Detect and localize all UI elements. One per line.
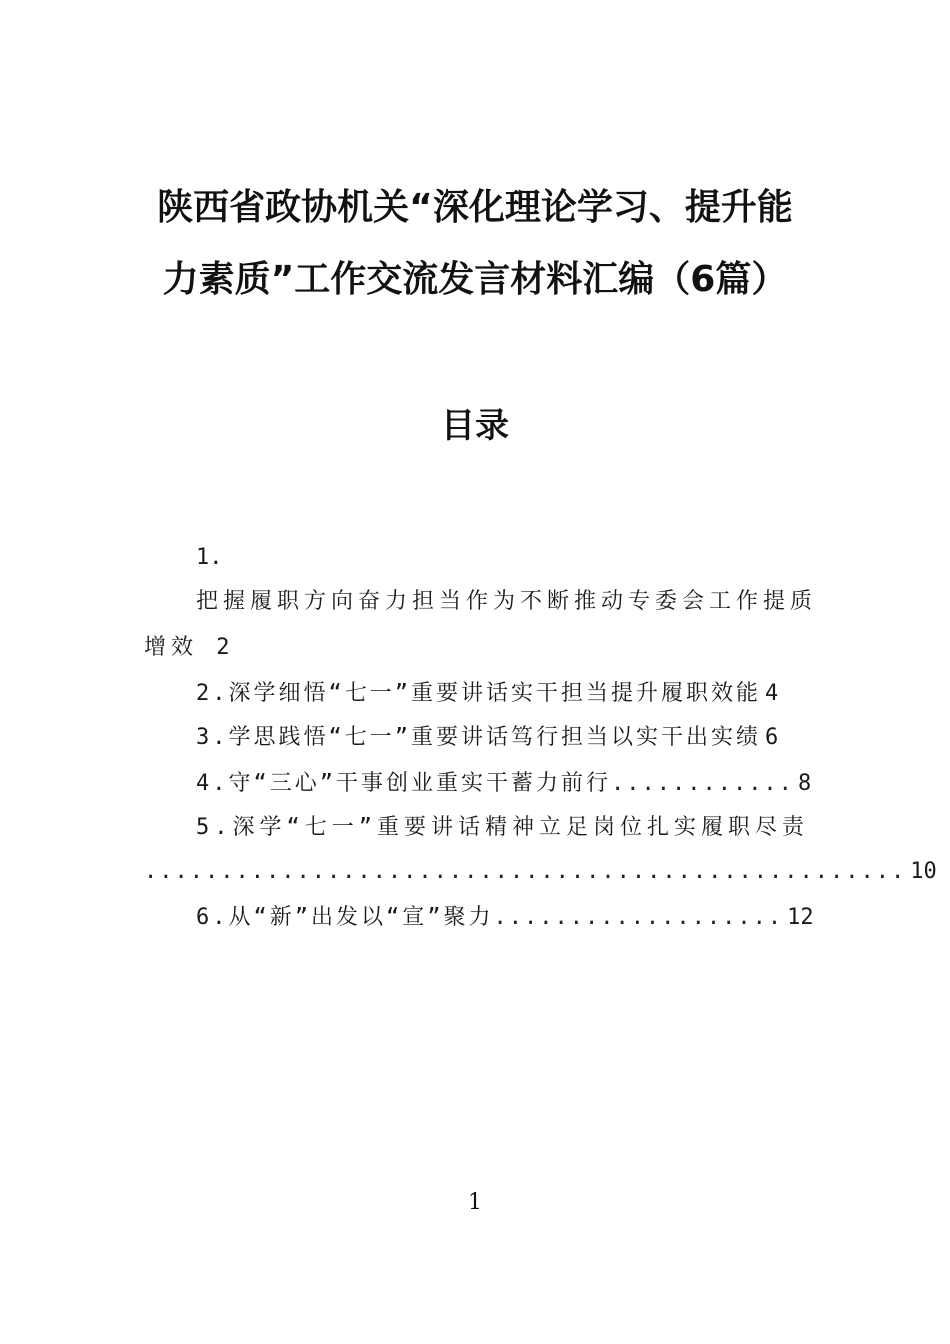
toc-entry-2-text: 2.深学细悟“七一”重要讲话实干担当提升履职效能 [196, 681, 761, 706]
toc-entry-4-leader: ............ [610, 771, 794, 796]
toc-entry-1-text-cont: 增效 [144, 635, 199, 660]
toc-entry-3-page: 6 [764, 725, 779, 750]
toc-entry-5-text[interactable]: 5.深学“七一”重要讲话精神立足岗位扎实履职尽责 [196, 815, 809, 840]
toc-entry-5-leader-line[interactable] [144, 852, 937, 892]
toc-entry-4[interactable] [144, 764, 812, 804]
title-line-2: 力素质”工作交流发言材料汇编（6篇） [162, 259, 788, 300]
toc-entry-6-page: 12 [787, 905, 814, 930]
page-number: 1 [468, 1190, 482, 1215]
toc-entry-4-text: 4.守“三心”干事创业重实干蓄力前行 [196, 771, 611, 796]
toc-entry-6-text: 6.从“新”出发以“宣”聚力 [196, 905, 494, 930]
toc-entry-2-page: 4 [764, 681, 779, 706]
toc-entry-1-text-line-2[interactable] [144, 628, 806, 668]
toc-entry-5-page: 10 [910, 859, 937, 884]
toc-entry-1-text-line-1[interactable]: 把握履职方向奋力担当作为不断推动专委会工作提质 [196, 589, 818, 614]
toc-entry-5-leader: .................................................. [144, 859, 907, 884]
toc-entry-1-number[interactable]: 1. [196, 545, 223, 570]
toc-entry-3[interactable] [144, 718, 806, 758]
toc-heading: 目录 [441, 406, 509, 446]
toc-entry-2[interactable] [144, 674, 806, 714]
toc-entry-4-page: 8 [797, 771, 812, 796]
toc-entry-6[interactable] [144, 898, 814, 938]
toc-entry-1-page: 2 [216, 635, 235, 660]
toc-entry-3-text: 3.学思践悟“七一”重要讲话笃行担当以实干出实绩 [196, 725, 761, 750]
toc-entry-6-leader: ................... [493, 905, 784, 930]
document-title [110, 186, 840, 330]
title-line-1: 陕西省政协机关“深化理论学习、提升能 [157, 187, 793, 228]
